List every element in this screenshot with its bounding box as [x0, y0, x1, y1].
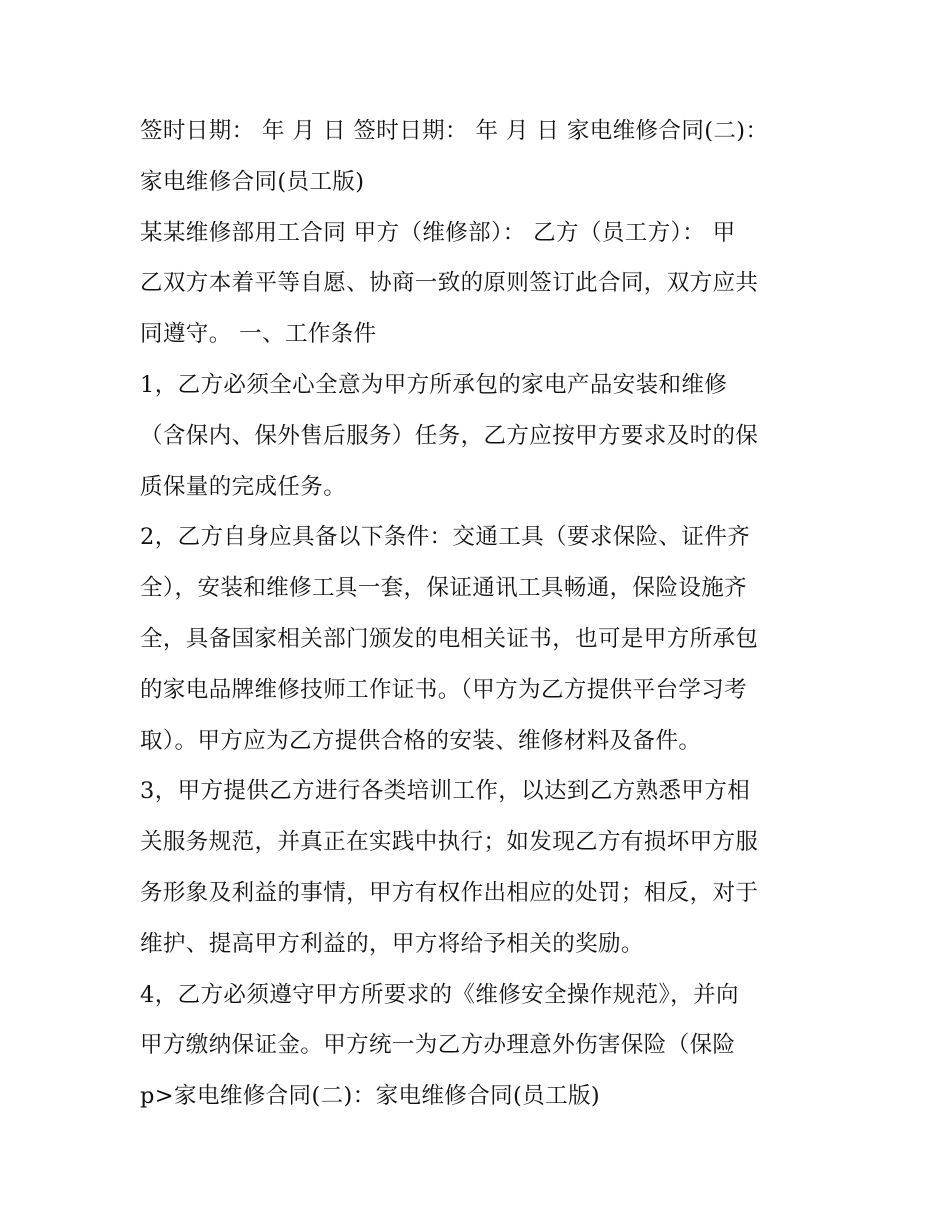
text-line-footer-title: p>家电维修合同(二)：家电维修合同(员工版) — [140, 1083, 601, 1110]
text-line-clause-1b: （含保内、保外售后服务）任务，乙方应按甲方要求及时的保 — [140, 422, 759, 449]
text-line-clause-3b: 关服务规范，并真正在实践中执行；如发现乙方有损坏甲方服 — [140, 829, 759, 856]
text-line-clause-1c: 质保量的完成任务。 — [140, 473, 347, 500]
text-line-clause-4a: 4，乙方必须遵守甲方所要求的《维修安全操作规范》，并向 — [140, 981, 739, 1008]
document-body — [140, 106, 830, 1122]
text-line-clause-4b: 甲方缴纳保证金。甲方统一为乙方办理意外伤害保险（保险 — [140, 1032, 736, 1059]
text-line-clause-3c: 务形象及利益的事情，甲方有权作出相应的处罚；相反，对于 — [140, 879, 759, 906]
text-line-clause-2d: 的家电品牌维修技师工作证书。（甲方为乙方提供平台学习考 — [140, 676, 748, 703]
text-line-clause-3a: 3，甲方提供乙方进行各类培训工作，以达到乙方熟悉甲方相 — [140, 778, 751, 805]
text-line-signing-date: 签时日期： 年 月 日 签时日期： 年 月 日 家电维修合同(二)： — [140, 118, 769, 144]
text-line-clause-2b: 全），安装和维修工具一套，保证通讯工具畅通，保险设施齐 — [140, 575, 748, 602]
text-line-contract-title: 家电维修合同(员工版) — [140, 168, 365, 195]
text-line-parties: 某某维修部用工合同 甲方（维修部）： 乙方（员工方）： 甲 — [140, 219, 736, 246]
text-line-clause-3d: 维护、提高甲方利益的，甲方将给予相关的奖励。 — [140, 930, 644, 957]
text-line-clause-2e: 取）。甲方应为乙方提供合格的安装、维修材料及备件。 — [140, 727, 702, 754]
text-line-section-heading: 同遵守。 一、工作条件 — [140, 321, 377, 348]
text-line-principle: 乙双方本着平等自愿、协商一致的原则签订此合同，双方应共 — [140, 270, 759, 297]
text-line-clause-2c: 全，具备国家相关部门颁发的电相关证书，也可是甲方所承包 — [140, 625, 759, 652]
text-line-clause-1a: 1，乙方必须全心全意为甲方所承包的家电产品安装和维修 — [140, 371, 728, 398]
text-line-clause-2a: 2，乙方自身应具备以下条件：交通工具（要求保险、证件齐 — [140, 524, 751, 551]
